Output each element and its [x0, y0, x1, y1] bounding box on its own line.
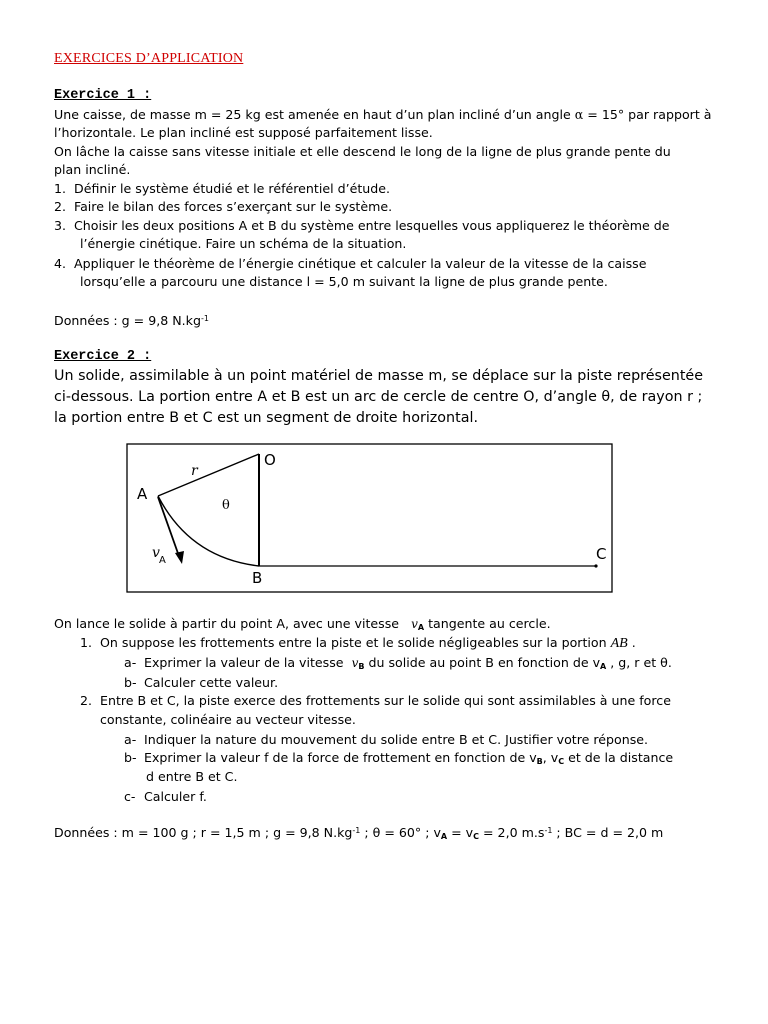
ex2-question-2: 2. Entre B et C, la piste exerce des frottements sur le solide qui sont assimilables à une force [80, 693, 671, 708]
radius-line [158, 454, 259, 496]
ex1-paragraph-line-4: plan incliné. [54, 162, 131, 177]
point-C [594, 564, 597, 567]
label-vA-subscript: A [159, 555, 166, 566]
label-vA: v [152, 545, 160, 561]
ex2-question-1b: b- Calculer cette valeur. [124, 675, 279, 690]
ex2-question-1: 1. On suppose les frottements entre la piste et le solide négligeables sur la portion AB . [80, 635, 636, 651]
label-A: A [137, 485, 148, 503]
ex2-paragraph-line-1: Un solide, assimilable à un point matériel de masse m, se déplace sur la piste représentée [54, 368, 704, 384]
label-r: r [191, 463, 198, 479]
ex1-item-4-continued: lorsqu’elle a parcouru une distance l = 5,0 m suivant la ligne de plus grande pente. [80, 274, 608, 289]
ex1-paragraph-line-1: Une caisse, de masse m = 25 kg est amenée en haut d’un plan incliné d’un angle α = 15° par rapport à [54, 107, 712, 122]
ex1-paragraph-line-3: On lâche la caisse sans vitesse initiale et elle descend le long de la ligne de plus grande pente du [54, 144, 671, 159]
label-theta: θ [222, 498, 230, 513]
ex2-paragraph-line-3: la portion entre B et C est un segment de droite horizontal. [54, 410, 478, 426]
ex2-data: Données : m = 100 g ; r = 1,5 m ; g = 9,8 $N.kg^{-1}$ ; θ = 60° ; vA = vC = 2,0 $m.s^{-1}$ ; BC = d = 2,0 m [54, 825, 664, 841]
ex2-launch-line: On lance le solide à partir du point A, avec une vitesse vA tangente au cercle. [54, 616, 551, 632]
figure-frame [127, 444, 612, 592]
ex1-data: Données : g = 9,8 $N.kg^{-1}$ [54, 313, 209, 328]
velocity-arrow-head [175, 551, 184, 564]
velocity-arrow [158, 497, 180, 559]
label-B: B [252, 569, 263, 587]
label-C: C [596, 545, 607, 563]
ex2-paragraph-line-2: ci-dessous. La portion entre A et B est un arc de cercle de centre O, d’angle θ, de rayon r ; [54, 389, 703, 405]
arc-AB [158, 496, 259, 566]
page-title: EXERCICES D’APPLICATION [54, 51, 244, 66]
alpha-symbol: α [574, 107, 584, 122]
ex1-item-4: 4. Appliquer le théorème de l’énergie cinétique et calculer la valeur de la vitesse de la caisse [54, 256, 647, 271]
ex1-item-1: 1. Définir le système étudié et le référentiel d’étude. [54, 181, 390, 196]
exercise-1-heading: Exercice 1 : [54, 88, 152, 103]
ex1-item-3: 3. Choisir les deux positions A et B du système entre lesquelles vous appliquerez le théorème de [54, 218, 670, 233]
ex1-item-2: 2. Faire le bilan des forces s’exerçant sur le système. [54, 199, 393, 214]
exercise-2-heading: Exercice 2 : [54, 349, 152, 364]
ex2-question-2-continued: constante, colinéaire au vecteur vitesse. [100, 712, 356, 727]
ex2-question-2a: a- Indiquer la nature du mouvement du solide entre B et C. Justifier votre réponse. [124, 732, 649, 747]
ex2-question-1a: a- Exprimer la valeur de la vitesse vB du solide au point B en fonction de vA , g, r et θ. [124, 655, 672, 671]
ex2-question-2b-continued: d entre B et C. [146, 769, 238, 784]
ex1-paragraph-line-2: l’horizontale. Le plan incliné est supposé parfaitement lisse. [54, 125, 433, 140]
label-O: O [264, 451, 276, 469]
ex1-item-3-continued: l’énergie cinétique. Faire un schéma de la situation. [80, 236, 407, 251]
ex2-question-2c: c- Calculer f. [124, 789, 207, 804]
ex2-question-2b: b- Exprimer la valeur f de la force de frottement en fonction de vB, vC et de la distance [124, 750, 674, 766]
